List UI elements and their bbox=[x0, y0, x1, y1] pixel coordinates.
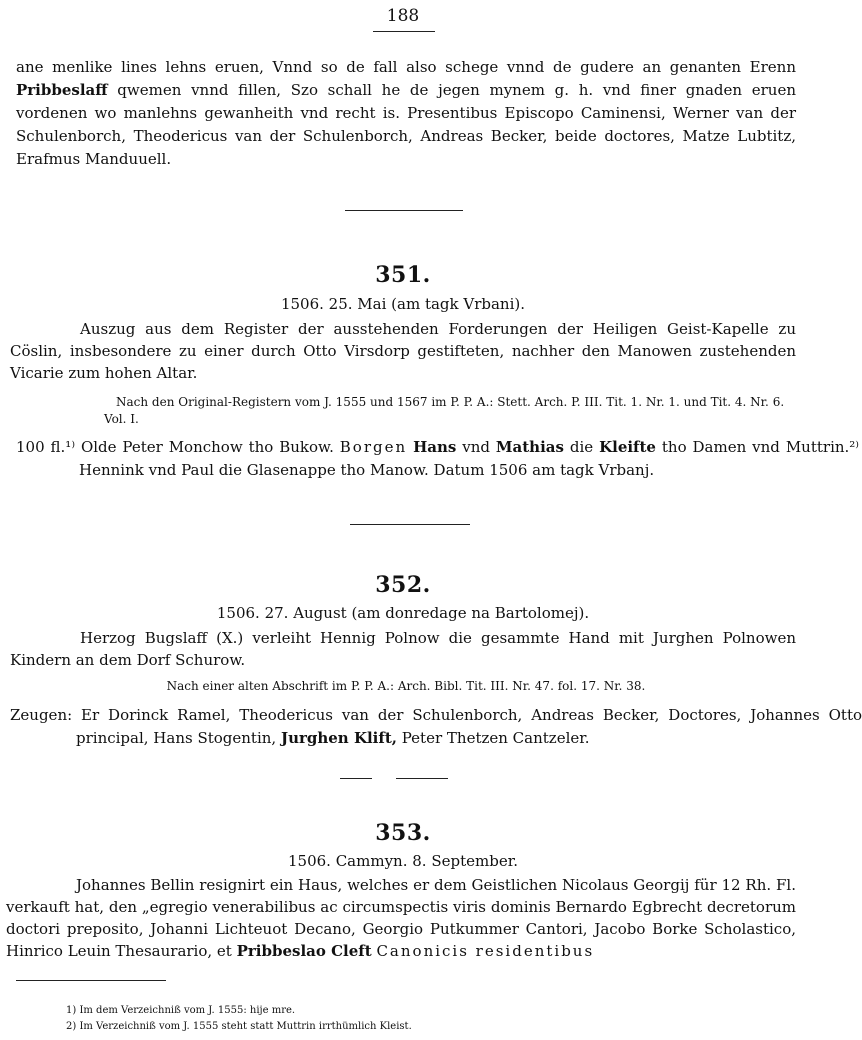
intro-line-5: Lubtitz, Erafmus Manduuell. bbox=[16, 127, 796, 168]
intro-paragraph bbox=[16, 56, 796, 171]
doc-351-entry-borgen: Borgen bbox=[339, 438, 408, 456]
doc-353-date: 1506. Cammyn. 8. September. bbox=[288, 852, 518, 870]
doc-351-entry-text-a: Olde Peter Monchow tho Bukow. bbox=[80, 438, 334, 456]
doc-352-number: 352. bbox=[375, 572, 431, 598]
page-number-rule bbox=[373, 31, 435, 32]
doc-353-text-pribbeslao: Pribbeslao Cleft bbox=[236, 942, 372, 960]
doc-351-entry bbox=[16, 436, 859, 482]
page-number: 188 bbox=[386, 6, 420, 26]
doc-353-text-canonicis: Canonicis residentibus bbox=[376, 942, 595, 960]
doc-351-amount: 100 fl.¹⁾ bbox=[16, 438, 76, 456]
doc-351-entry-vnd: vnd bbox=[462, 438, 490, 456]
doc-353-text-a: Johannes Bellin resignirt ein Haus, welches er dem Geistlichen Nicolaus Georgij für 12 Rh. Fl. verkauft hat, den „egregio venerabilibus ac circumspectis viris dominis Bernardo Egbrecht decretorum doctori preposito, Johanni Lichteuot Decano, Georgio Putkummer Cantori, Jacobo Borke Scholastico, Hinrico Leuin Thesaurario, et bbox=[6, 876, 796, 960]
doc-351-entry-kleifte: Kleifte bbox=[599, 438, 656, 456]
doc-353-number: 353. bbox=[375, 820, 431, 846]
separator-rule bbox=[350, 524, 470, 525]
footnote-rule bbox=[16, 980, 166, 981]
doc-351-date: 1506. 25. Mai (am tagk Vrbani). bbox=[280, 295, 526, 313]
doc-351-entry-mathias: Mathias bbox=[495, 438, 564, 456]
doc-352-date: 1506. 27. August (am donredage na Bartolomej). bbox=[216, 604, 590, 622]
doc-351-source: Nach den Original-Registern vom J. 1555 und 1567 im P. P. A.: Stett. Arch. P. III. Tit. 1. Nr. 1. und Tit. 4. Nr. 6. Vol. I. bbox=[104, 395, 785, 426]
doc-351-summary: Auszug aus dem Register der ausstehenden Forderungen der Heiligen Geist-Kapelle zu Cöslin, insbesondere zu einer durch Otto Virsdorp gestifteten, nachher den Manowen zustehenden Vicarie zum hohen Altar. bbox=[10, 320, 796, 382]
doc-352-source: Nach einer alten Abschrift im P. P. A.: Arch. Bibl. Tit. III. Nr. 47. fol. 17. Nr. 38. bbox=[166, 679, 646, 693]
separator-rule-short bbox=[340, 778, 372, 779]
doc-351-number: 351. bbox=[375, 262, 431, 288]
separator-rule bbox=[345, 210, 463, 211]
intro-line-1: ane menlike lines lehns eruen, Vnnd so de fall also schege vnnd de gudere an genanten Erenn bbox=[16, 58, 796, 76]
doc-353-text bbox=[6, 874, 796, 962]
intro-line-2: qwemen vnnd fillen, Szo schall he de jegen mynem g. h. vnd finer gnaden eruen bbox=[107, 81, 796, 99]
doc-351-entry-die: die bbox=[569, 438, 594, 456]
intro-name-pribbeslaff: Pribbeslaff bbox=[16, 81, 108, 99]
doc-351-entry-hans: Hans bbox=[413, 438, 457, 456]
separator-rule-short bbox=[396, 778, 448, 779]
doc-352-witness-text-c: Peter Thetzen Cantzeler. bbox=[401, 729, 590, 747]
intro-line-4: der Schulenborch, Theodericus van der Schulenborch, Andreas Becker, beide doctores, Matze bbox=[16, 104, 796, 145]
intro-line-3: vordenen wo manlehns gewanheith vnd recht is. Presentibus Episcopo Caminensi, Werner van bbox=[16, 104, 764, 122]
doc-352-witness-label: Zeugen: bbox=[10, 706, 73, 724]
doc-352-witness-text-a: Er Dorinck Ramel, Theodericus van der Schulenborch, Andreas Becker, Doctores, Johannes Otto principal, Hans Stogentin, bbox=[76, 706, 862, 747]
doc-351-entry-text-h: tho Damen vnd Muttrin.²⁾ Hennink vnd Paul die Glasenappe tho Manow. Datum 1506 am tagk Vrbanj. bbox=[79, 438, 859, 479]
doc-352-summary: Herzog Bugslaff (X.) verleiht Hennig Polnow die gesammte Hand mit Jurghen Polnowen Kindern an dem Dorf Schurow. bbox=[10, 629, 796, 669]
doc-352-witnesses bbox=[10, 704, 862, 750]
footnote-1: 1) Im dem Verzeichniß vom J. 1555: hije mre. bbox=[66, 1005, 296, 1016]
footnote-2: 2) Im Verzeichniß vom J. 1555 steht statt Muttrin irrthümlich Kleist. bbox=[66, 1021, 412, 1032]
doc-352-witness-klift: Jurghen Klift, bbox=[280, 729, 397, 747]
